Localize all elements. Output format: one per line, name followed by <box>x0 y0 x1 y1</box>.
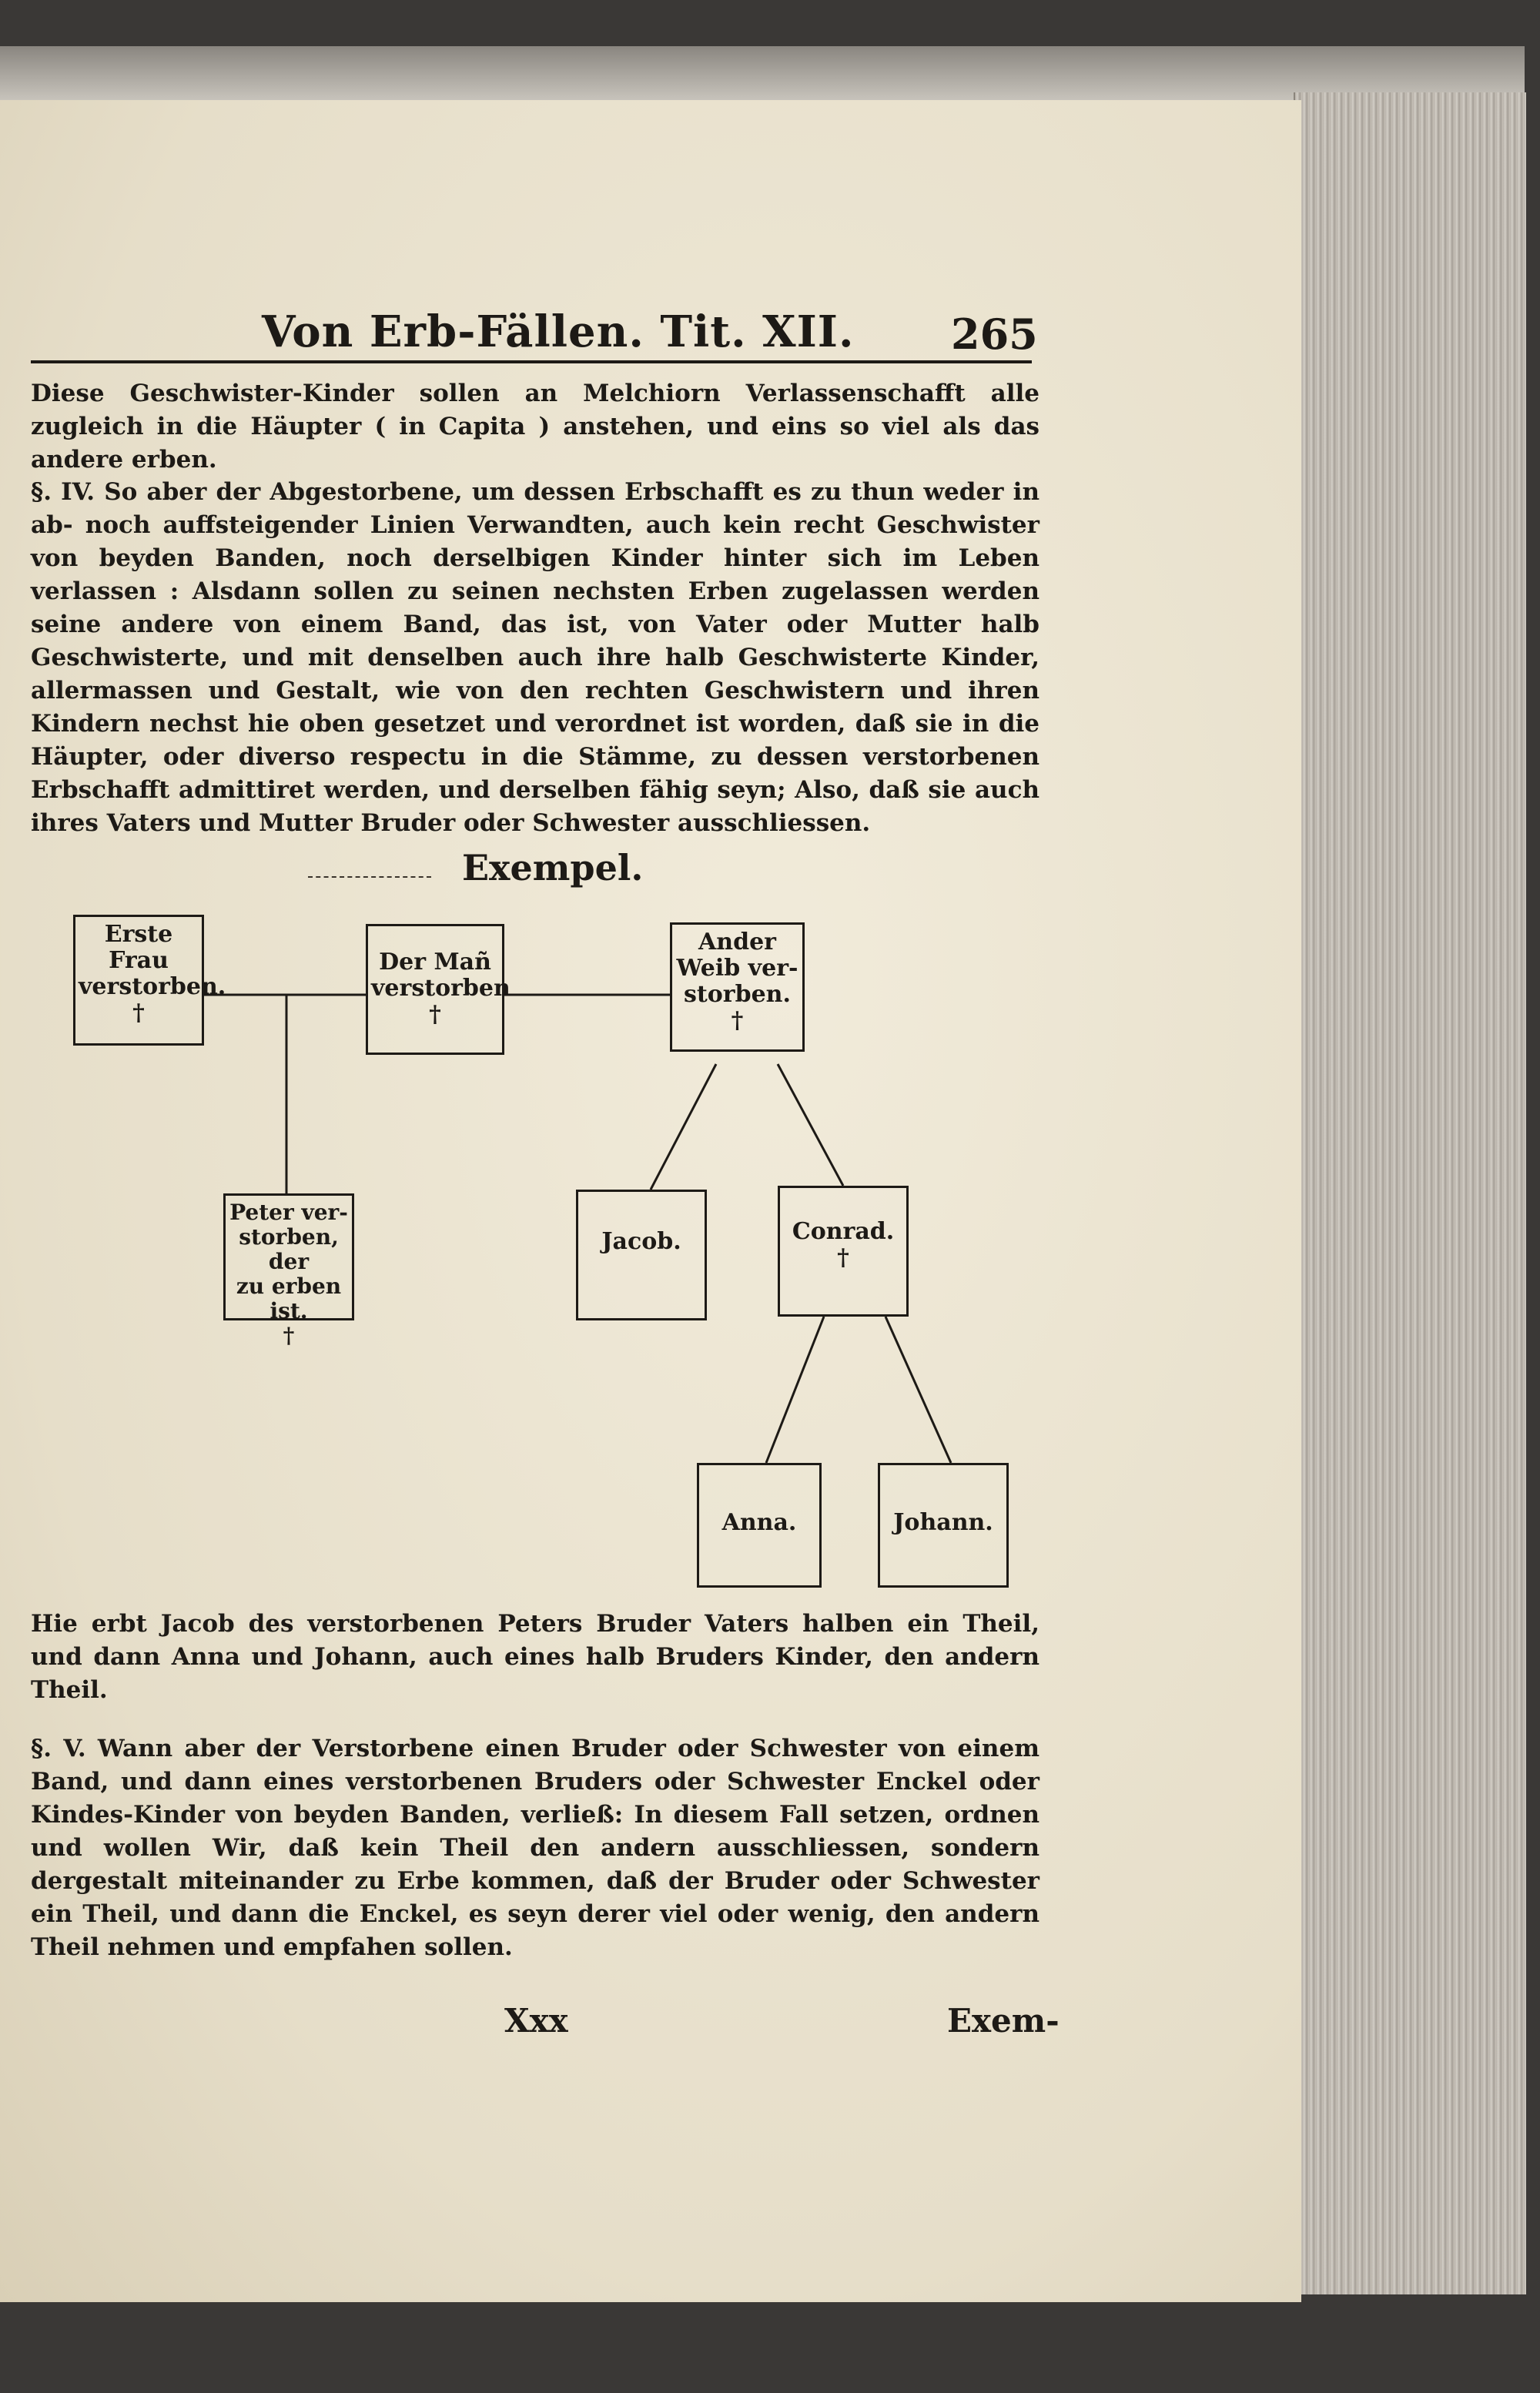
box-johann <box>878 1463 1009 1588</box>
box-peter <box>223 1193 354 1348</box>
box-other-wife <box>670 922 805 1052</box>
paragraph-section-iv: §. IV. So aber der Abgestorbene, um dessen Erbschafft es zu thun weder in ab- noch auffsteigender Linien Verwandten, auch kein recht Geschwister von beyden Banden, noch derselbigen Kinder hinter sich im Leben verlassen : Alsdann sollen zu seinen nechsten Erben zugelassen werden seine andere von einem Band, das ist, von Vater oder Mutter halb Geschwisterte, und mit denselben auch ihre halb Geschwisterte Kinder, allermassen und Gestalt, wie von den rechten Geschwistern und ihren Kindern nechst hie oben gesetzet und verordnet ist worden, daß sie in die Häupter, oder diverso respectu in die Stämme, zu dessen verstorbenen Erbschafft admittiret werden, und derselben fähig seyn; Also, daß sie auch ihres Vaters und Mutter Bruder oder Schwester ausschliessen. <box>31 478 1040 837</box>
box-conrad <box>778 1186 909 1317</box>
dagger-icon: † <box>731 1007 744 1034</box>
first-wife-line-2: verstorben. <box>79 973 226 1000</box>
first-wife-line-1: Erste Frau <box>104 921 173 974</box>
running-title: Von Erb-Fällen. Tit. XII. <box>262 306 855 357</box>
dagger-icon: † <box>429 1001 441 1028</box>
box-anna <box>697 1463 822 1588</box>
conrad-name: Conrad. <box>792 1218 895 1245</box>
johann-name: Johann. <box>893 1509 993 1536</box>
page-number: 265 <box>951 310 1038 359</box>
peter-line-3: zu erben ist. <box>236 1273 342 1324</box>
other-wife-line-3: storben. <box>684 981 791 1008</box>
line-to-jacob <box>651 1064 716 1190</box>
husband-line-2: verstorben <box>371 975 511 1002</box>
paragraph-example-explanation: Hie erbt Jacob des verstorbenen Peters Bruder Vaters halben ein Theil, und dann Anna und Johann, auch eines halb Bruders Kinder, den andern Theil. <box>31 1610 1040 1704</box>
paragraph-section-v: §. V. Wann aber der Verstorbene einen Bruder oder Schwester von einem Band, und dann eines verstorbenen Bruders oder Schwester Enckel oder Kindes-Kinder von beyden Banden, verließ: In diesem Fall setzen, ordnen und wollen Wir, daß kein Theil den andern ausschliessen, sondern dergestalt miteinander zu Erbe kommen, daß der Bruder oder Schwester ein Theil, und dann die Enckel, es seyn derer viel oder wenig, den andern Theil nehmen und empfahen sollen. <box>31 1735 1040 1961</box>
paragraph-cousins-inherit: Diese Geschwister-Kinder sollen an Melchiorn Verlassenschafft alle zugleich in die Häupter ( in Capita ) anstehen, und eins so viel als das andere erben. <box>31 380 1040 474</box>
line-to-johann <box>886 1317 951 1463</box>
signature-mark: Xxx <box>504 2002 568 2040</box>
box-husband <box>366 924 511 1055</box>
line-to-anna <box>766 1317 824 1463</box>
book-page-edges <box>1294 92 1526 2294</box>
peter-line-1: Peter ver- <box>229 1200 348 1225</box>
box-jacob <box>576 1190 707 1320</box>
other-wife-line-1: Ander <box>698 929 776 956</box>
example-heading: Exempel. <box>462 847 644 889</box>
jacob-name: Jacob. <box>601 1228 681 1255</box>
husband-line-1: Der Mañ <box>379 949 491 976</box>
line-to-conrad <box>778 1064 843 1186</box>
catchword: Exem- <box>947 2002 1060 2040</box>
dagger-icon: † <box>837 1244 849 1271</box>
dagger-icon: † <box>283 1323 295 1348</box>
dagger-icon: † <box>132 999 145 1026</box>
box-first-wife <box>73 915 226 1046</box>
anna-name: Anna. <box>721 1509 797 1536</box>
peter-line-2: storben, der <box>239 1224 339 1274</box>
other-wife-line-2: Weib ver- <box>676 955 798 982</box>
